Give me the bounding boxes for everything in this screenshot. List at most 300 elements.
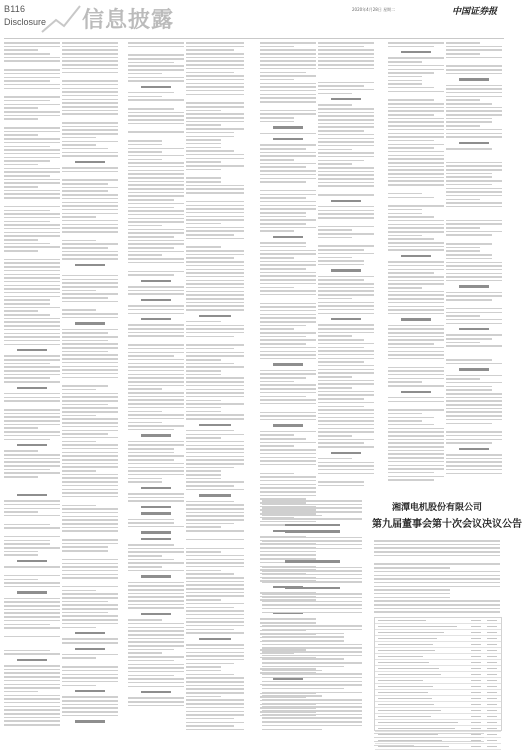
text-line: [446, 121, 492, 123]
text-line: [62, 194, 118, 196]
text-line: [318, 361, 364, 363]
text-line: [388, 381, 422, 383]
text-line: [128, 407, 184, 409]
text-line: [260, 83, 316, 85]
text-line: [4, 186, 38, 188]
text-line: [260, 201, 316, 203]
table-cell: [378, 668, 439, 669]
text-line: [128, 140, 162, 142]
text-line: [62, 670, 118, 672]
text-line: [4, 698, 60, 700]
text-line: [459, 142, 490, 144]
table-cell: [471, 746, 481, 747]
text-line: [260, 370, 316, 372]
text-line: [4, 400, 60, 402]
text-line: [318, 123, 374, 125]
text-line: [128, 112, 184, 114]
text-line: [260, 178, 316, 180]
text-line: [62, 340, 108, 342]
table-cell: [471, 650, 481, 651]
text-line: [260, 328, 294, 330]
text-line: [388, 129, 444, 131]
text-line: [459, 328, 490, 330]
text-line: [262, 551, 362, 556]
text-line: [318, 145, 374, 147]
text-line: [446, 265, 502, 267]
text-line: [388, 261, 444, 263]
text-line: [186, 348, 234, 350]
text-line: [446, 46, 502, 48]
section-title: 信息披露: [82, 8, 175, 33]
text-line: [186, 570, 221, 572]
text-line: [4, 684, 60, 686]
text-line: [446, 273, 502, 275]
table-cell: [378, 686, 433, 687]
text-line: [128, 162, 184, 164]
text-line: [186, 246, 221, 248]
text-line: [128, 411, 162, 413]
text-line: [62, 80, 118, 82]
text-line: [388, 166, 444, 168]
text-line: [446, 439, 502, 441]
text-line: [318, 372, 374, 374]
text-line: [446, 250, 480, 252]
text-line: [62, 485, 118, 487]
text-line: [318, 458, 352, 460]
text-line: [260, 197, 306, 199]
text-line: [388, 133, 444, 135]
text-line: [260, 431, 316, 433]
text-line: [128, 634, 184, 636]
text-line: [260, 339, 316, 341]
text-line: [128, 562, 184, 564]
text-line: [318, 465, 374, 467]
text-line: [186, 192, 244, 194]
text-line: [446, 99, 480, 101]
text-line: [446, 227, 480, 229]
text-line: [4, 292, 60, 294]
table-cell: [487, 722, 497, 723]
text-line: [262, 608, 362, 610]
text-line: [4, 627, 60, 629]
text-line: [260, 412, 316, 414]
text-line: [446, 191, 502, 193]
text-line: [331, 452, 362, 454]
text-line: [75, 161, 106, 163]
text-line: [62, 455, 118, 457]
text-line: [186, 659, 244, 661]
text-line: [141, 613, 172, 615]
text-line: [128, 559, 174, 561]
text-line: [388, 446, 444, 448]
text-line: [186, 132, 234, 134]
text-line: [331, 200, 362, 202]
text-line: [62, 477, 118, 479]
text-line: [62, 463, 118, 465]
text-line: [260, 155, 316, 157]
text-line: [318, 369, 374, 371]
text-line: [186, 113, 244, 115]
text-line: [62, 550, 108, 552]
text-line: [128, 92, 174, 94]
text-line: [186, 729, 244, 731]
text-line: [388, 107, 444, 109]
text-line: [128, 627, 184, 629]
text-line: [388, 87, 434, 89]
text-line: [62, 64, 118, 66]
text-line: [62, 313, 118, 315]
text-line: [446, 258, 492, 260]
text-line: [4, 695, 60, 697]
text-line: [62, 190, 108, 192]
text-line: [388, 328, 444, 330]
text-line: [388, 193, 422, 195]
text-line: [260, 438, 306, 440]
text-line: [446, 431, 502, 433]
text-line: [446, 96, 502, 98]
text-line: [62, 279, 118, 281]
text-line: [62, 411, 118, 413]
text-line: [388, 42, 444, 44]
text-line: [186, 46, 244, 48]
text-line: [388, 249, 444, 251]
text-line: [128, 675, 174, 677]
text-line: [186, 216, 244, 218]
text-line: [388, 442, 444, 444]
text-line: [62, 110, 118, 112]
text-line: [62, 377, 118, 379]
text-line: [262, 703, 362, 705]
text-line: [318, 163, 352, 165]
text-line: [446, 411, 502, 413]
text-line: [128, 46, 184, 48]
text-line: [446, 107, 502, 109]
text-line: [262, 548, 362, 550]
text-line: [318, 376, 352, 378]
text-line: [388, 476, 444, 478]
text-line: [273, 363, 304, 365]
text-line: [374, 589, 450, 591]
text-line: [186, 588, 244, 590]
text-line: [260, 208, 316, 210]
text-line: [388, 114, 434, 116]
text-column: [128, 42, 184, 740]
text-line: [446, 118, 492, 120]
text-line: [128, 352, 184, 354]
text-line: [260, 445, 294, 447]
text-line: [186, 121, 244, 123]
text-line: [318, 358, 374, 360]
text-line: [186, 276, 244, 278]
table-cell: [487, 662, 497, 663]
text-line: [186, 674, 234, 676]
text-line: [459, 448, 490, 450]
text-line: [388, 280, 444, 282]
text-line: [318, 409, 374, 411]
text-line: [128, 582, 184, 584]
text-line: [128, 328, 184, 330]
text-line: [446, 319, 502, 321]
text-line: [141, 318, 172, 320]
text-line: [260, 373, 316, 375]
text-line: [388, 428, 444, 430]
text-line: [62, 202, 118, 204]
text-line: [4, 504, 60, 506]
text-line: [186, 302, 244, 304]
text-line: [186, 154, 244, 156]
table-cell: [471, 710, 481, 711]
text-line: [374, 571, 500, 573]
text-line: [186, 577, 244, 579]
text-line: [318, 332, 374, 334]
text-line: [260, 264, 316, 266]
text-line: [374, 745, 414, 746]
text-line: [318, 160, 364, 162]
text-line: [374, 733, 484, 734]
text-line: [388, 420, 422, 422]
text-line: [128, 396, 184, 398]
text-line: [388, 472, 434, 474]
text-line: [388, 370, 444, 372]
text-line: [318, 298, 352, 300]
text-line: [388, 180, 444, 182]
text-line: [388, 169, 444, 171]
text-line: [62, 167, 118, 169]
text-line: [62, 527, 118, 529]
text-line: [4, 359, 60, 361]
text-line: [4, 118, 38, 120]
text-line: [186, 392, 244, 394]
text-line: [318, 354, 374, 356]
text-line: [262, 688, 344, 690]
text-line: [318, 469, 374, 471]
text-line: [128, 251, 184, 253]
text-line: [318, 431, 374, 433]
text-line: [318, 276, 374, 278]
text-line: [128, 170, 184, 172]
text-line: [318, 406, 364, 408]
text-line: [186, 718, 234, 720]
text-line: [262, 706, 362, 708]
text-line: [62, 366, 118, 368]
text-column: [318, 42, 374, 500]
text-line: [128, 422, 162, 424]
text-line: [128, 159, 162, 161]
text-line: [388, 465, 444, 467]
text-line: [374, 567, 450, 569]
text-line: [141, 575, 172, 577]
text-line: [4, 288, 60, 290]
text-line: [75, 720, 106, 722]
text-line: [318, 391, 374, 393]
text-line: [4, 691, 38, 693]
text-line: [388, 91, 444, 93]
text-line: [331, 318, 362, 320]
text-line: [4, 259, 60, 261]
text-line: [128, 701, 184, 703]
text-line: [62, 137, 96, 139]
text-line: [62, 362, 118, 364]
text-line: [62, 512, 118, 514]
text-line: [62, 546, 108, 548]
text-line: [446, 400, 502, 402]
text-line: [141, 280, 172, 282]
text-line: [62, 441, 96, 443]
text-line: [260, 294, 316, 296]
text-line: [318, 294, 374, 296]
text-line: [331, 269, 362, 271]
text-line: [4, 270, 60, 272]
text-line: [62, 122, 118, 124]
text-line: [62, 231, 118, 233]
text-line: [128, 385, 184, 387]
text-line: [446, 315, 480, 317]
text-line: [388, 205, 444, 207]
text-line: [62, 590, 96, 592]
text-line: [446, 73, 502, 75]
text-line: [318, 473, 374, 475]
text-line: [128, 355, 174, 357]
text-line: [128, 173, 184, 175]
text-line: [186, 185, 244, 187]
text-line: [186, 128, 244, 130]
text-line: [318, 380, 374, 382]
text-line: [186, 699, 244, 701]
text-line: [128, 671, 184, 673]
text-line: [62, 373, 118, 375]
text-line: [446, 423, 492, 425]
text-line: [446, 148, 492, 150]
table-cell: [487, 650, 497, 651]
text-line: [318, 420, 374, 422]
text-line: [262, 729, 322, 731]
text-line: [128, 225, 162, 227]
text-line: [388, 140, 434, 142]
text-line: [318, 424, 374, 426]
text-line: [186, 414, 244, 416]
table-cell: [487, 680, 497, 681]
text-line: [4, 579, 38, 581]
text-line: [128, 500, 184, 502]
text-line: [186, 208, 244, 210]
table-cell: [487, 728, 497, 729]
text-line: [62, 53, 118, 55]
text-line: [260, 415, 316, 417]
text-line: [186, 250, 244, 252]
text-line: [285, 587, 340, 589]
text-line: [374, 578, 500, 580]
text-line: [62, 171, 118, 173]
text-line: [260, 351, 316, 353]
text-line: [388, 265, 444, 267]
text-line: [62, 329, 118, 331]
text-line: [4, 465, 60, 467]
text-line: [186, 169, 221, 171]
text-line: [62, 106, 118, 108]
text-line: [186, 478, 221, 480]
text-line: [388, 162, 444, 164]
text-line: [186, 714, 244, 716]
text-line: [128, 619, 162, 621]
text-line: [388, 313, 444, 315]
text-line: [128, 474, 184, 476]
text-line: [186, 655, 244, 657]
text-line: [388, 358, 444, 360]
table-cell: [471, 662, 481, 663]
text-line: [62, 711, 118, 713]
text-line: [388, 158, 444, 160]
text-line: [260, 343, 306, 345]
text-line: [128, 207, 174, 209]
text-line: [318, 138, 374, 140]
text-line: [62, 133, 118, 135]
text-line: [459, 285, 490, 287]
text-line: [446, 386, 492, 388]
text-line: [128, 570, 184, 572]
text-line: [17, 349, 48, 351]
text-line: [141, 506, 172, 508]
announcement-title: 第九届董事会第十次会议决议公告: [372, 519, 522, 530]
text-line: [374, 563, 500, 565]
text-line: [446, 110, 502, 112]
text-line: [374, 555, 500, 557]
text-line: [446, 69, 502, 71]
text-line: [446, 49, 502, 51]
text-line: [186, 566, 244, 568]
text-line: [260, 72, 306, 74]
text-line: [318, 439, 374, 441]
text-line: [4, 605, 60, 607]
text-line: [285, 524, 340, 526]
text-line: [446, 173, 492, 175]
text-line: [318, 249, 364, 251]
text-line: [128, 232, 184, 234]
table-cell: [378, 626, 457, 627]
text-line: [62, 152, 118, 154]
text-line: [186, 344, 244, 346]
text-line: [388, 378, 444, 380]
text-line: [128, 123, 184, 125]
text-line: [186, 332, 244, 334]
text-line: [128, 58, 184, 60]
text-line: [62, 586, 118, 588]
text-line: [186, 539, 244, 541]
text-line: [62, 354, 118, 356]
text-line: [128, 148, 184, 150]
table-cell: [378, 638, 437, 639]
text-line: [318, 141, 374, 143]
text-line: [62, 597, 118, 599]
text-line: [318, 167, 374, 169]
text-line: [4, 336, 60, 338]
text-line: [62, 608, 118, 610]
text-line: [62, 492, 118, 494]
text-line: [62, 577, 118, 579]
text-line: [4, 285, 60, 287]
text-line: [318, 130, 364, 132]
text-line: [446, 223, 502, 225]
text-line: [186, 592, 244, 594]
text-line: [186, 396, 244, 398]
text-line: [4, 363, 50, 365]
text-line: [4, 458, 60, 460]
text-line: [4, 340, 60, 342]
text-line: [260, 223, 306, 225]
text-line: [186, 595, 244, 597]
text-line: [128, 274, 174, 276]
text-line: [186, 452, 244, 454]
text-line: [186, 584, 244, 586]
